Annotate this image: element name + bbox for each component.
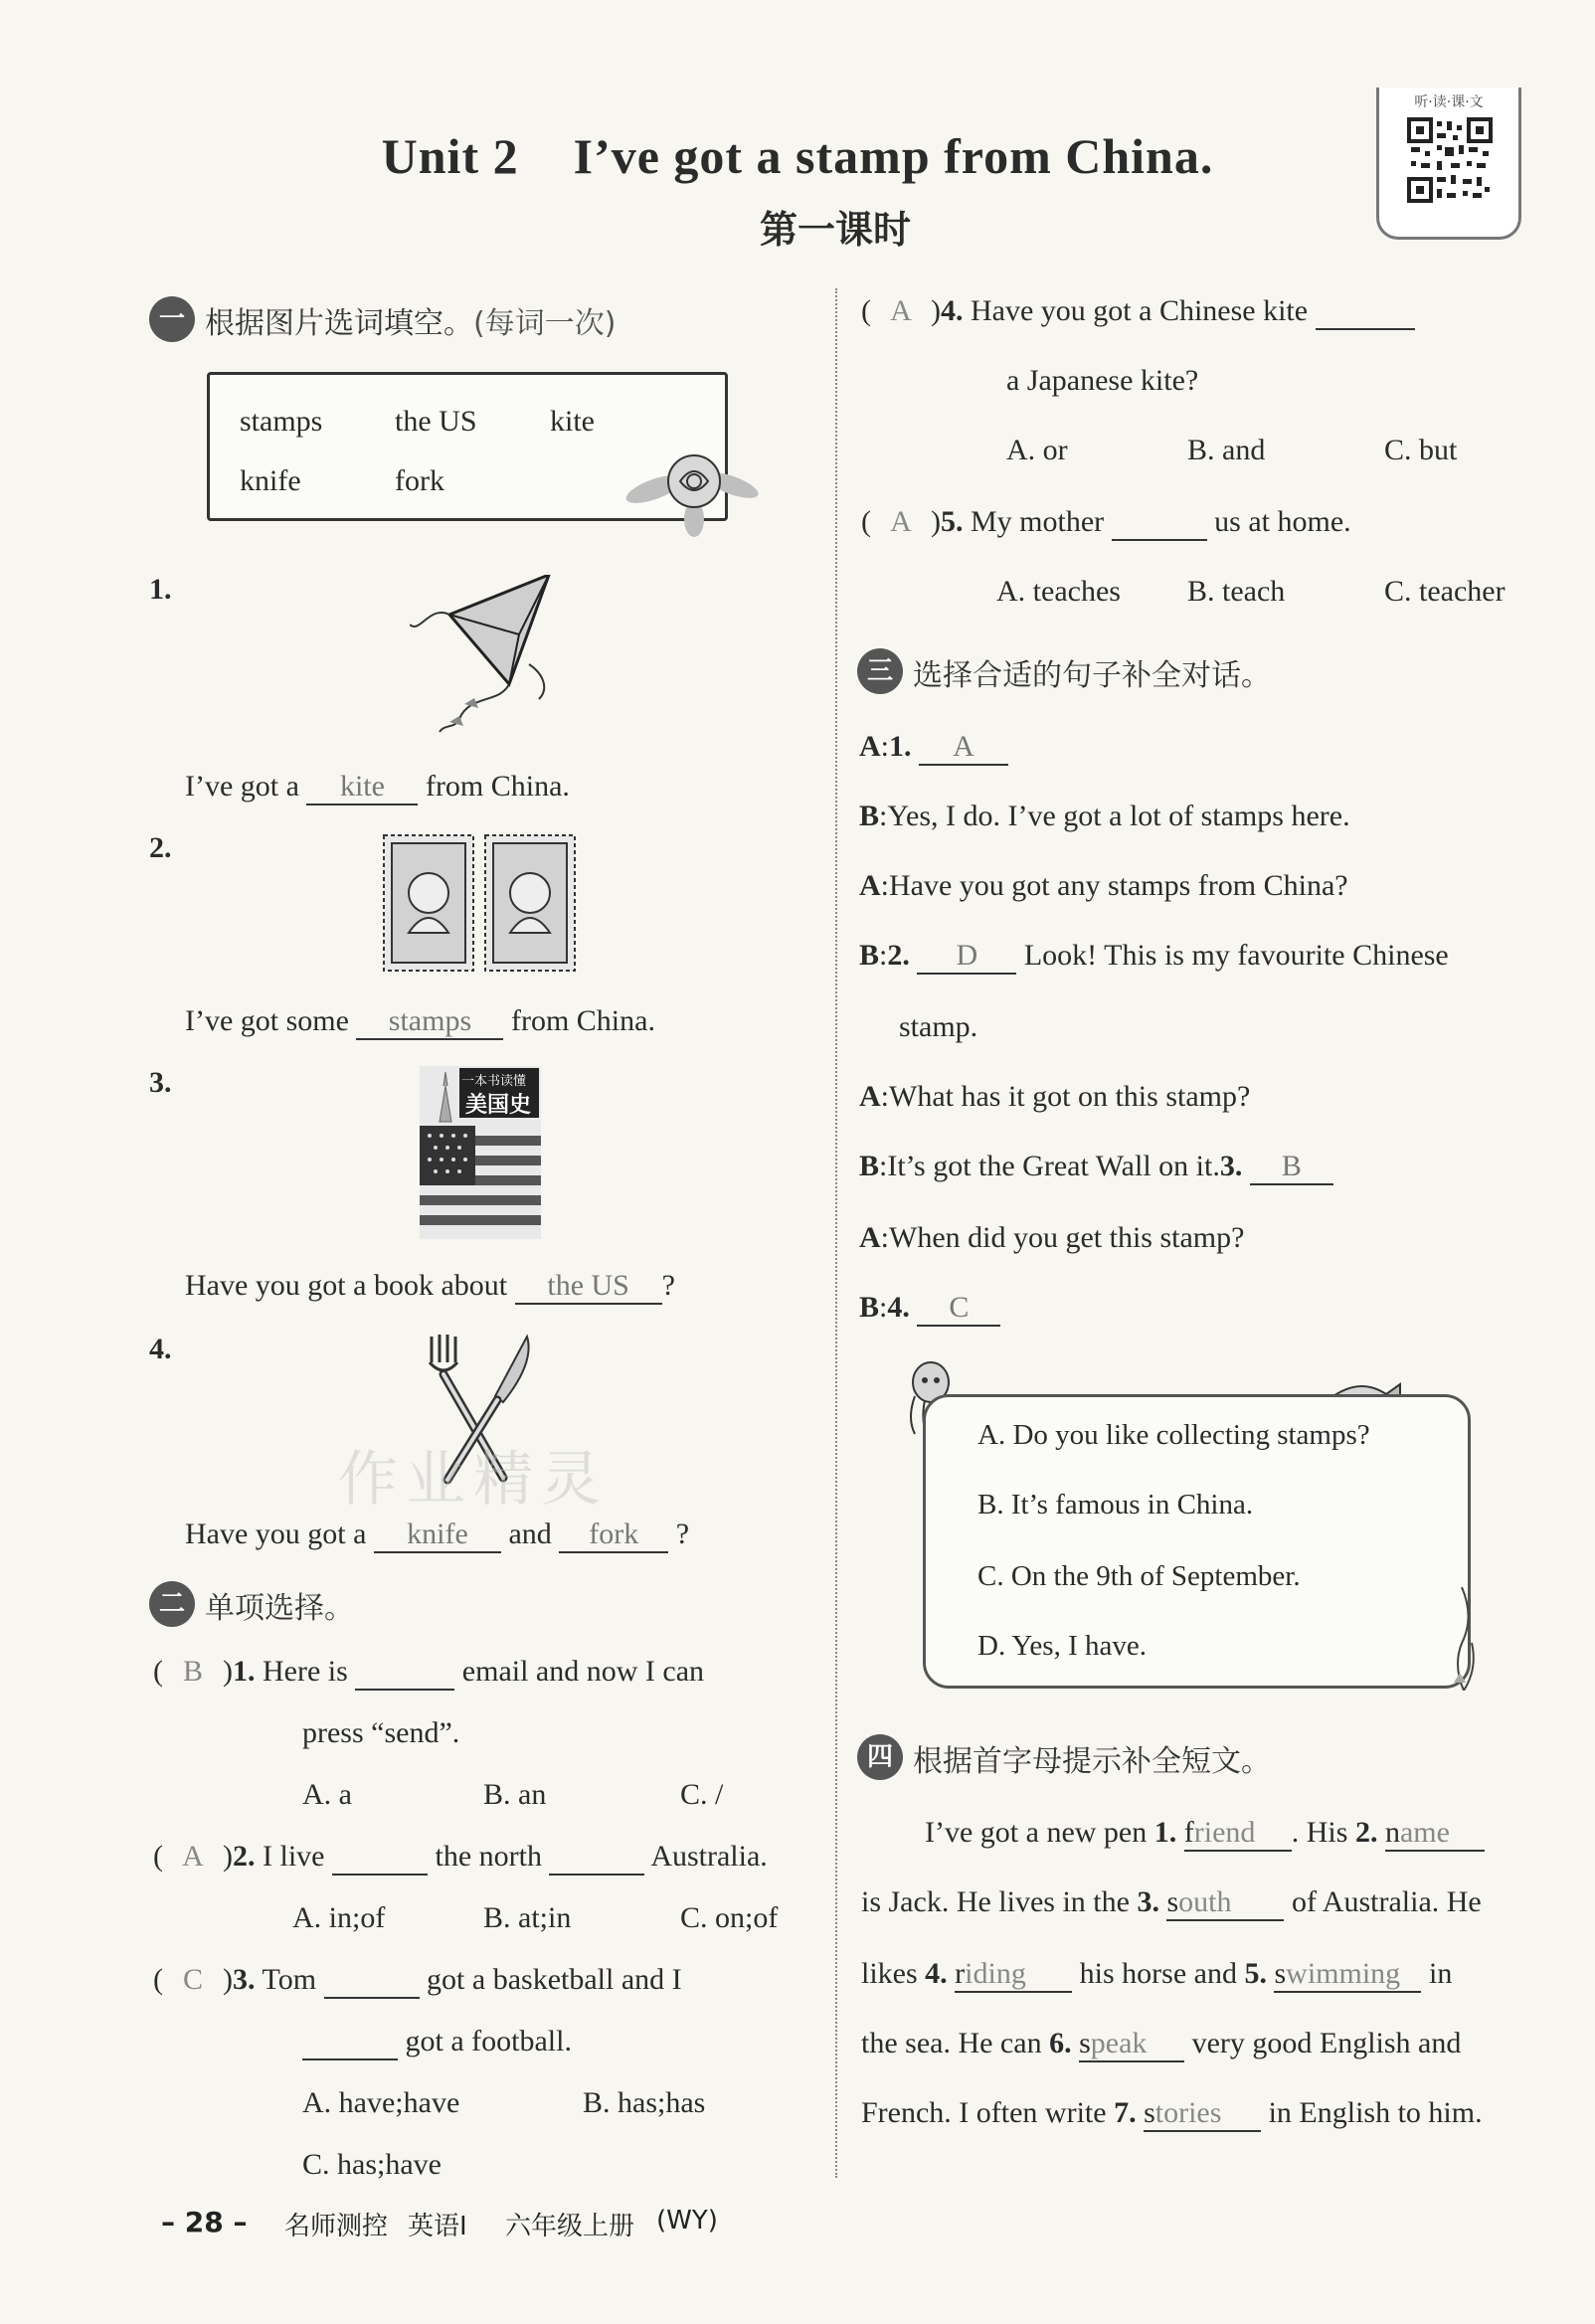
dialog-4-no: 2. bbox=[887, 939, 910, 972]
passage-w4-answer: iding bbox=[965, 1957, 1026, 1990]
item1-number: 1. bbox=[149, 573, 172, 606]
item2-after: from China. bbox=[510, 1004, 655, 1037]
dialog-8-answer: C bbox=[917, 1291, 1000, 1327]
dialog-line-3: A:Have you got any stamps from China? bbox=[859, 869, 1348, 902]
passage-w7-hint: s bbox=[1144, 2096, 1155, 2129]
passage-blank-6 bbox=[1079, 2027, 1184, 2062]
dialog-line-4: B:2. D Look! This is my favourite Chinese bbox=[859, 939, 1449, 975]
dialog-4-text: Look! This is my favourite Chinese bbox=[1023, 939, 1449, 972]
passage-t4: likes bbox=[861, 1957, 918, 1990]
section2-title: 单项选择。 bbox=[205, 1591, 354, 1626]
passage-w2-answer: ame bbox=[1399, 1816, 1450, 1849]
mc-q2-option-c: C. on;of bbox=[680, 1901, 779, 1934]
dialog-options-box bbox=[923, 1394, 1471, 1689]
word-kite: kite bbox=[550, 405, 595, 438]
mc-q4-line2: a Japanese kite? bbox=[1006, 364, 1199, 397]
item1-sentence bbox=[185, 770, 570, 805]
mc-q1-answer: B bbox=[182, 1655, 203, 1688]
passage-n4: 4. bbox=[925, 1957, 948, 1990]
mc-q5-line1: ( A )5. My mother us at home. bbox=[861, 505, 1351, 541]
dialog-line-2: B:Yes, I do. I’ve got a lot of stamps here. bbox=[859, 800, 1350, 832]
mc-q2-blank2 bbox=[549, 1840, 644, 1876]
item2-sentence bbox=[185, 1004, 655, 1040]
word-knife: knife bbox=[240, 464, 301, 497]
item4-mid: and bbox=[508, 1518, 552, 1550]
dialog-1-speaker: A bbox=[859, 730, 881, 763]
item4-before: Have you got a bbox=[185, 1518, 367, 1550]
mc-q4-option-a: A. or bbox=[1006, 434, 1068, 466]
passage-n2: 2. bbox=[1354, 1816, 1378, 1849]
mc-q2-text-a: I live bbox=[263, 1840, 325, 1873]
mc-q3-text-c: got a football. bbox=[405, 2025, 572, 2057]
dialog-option-d: D. Yes, I have. bbox=[977, 1630, 1147, 1662]
mc-q3-text-a: Tom bbox=[262, 1963, 317, 1996]
section4-title: 根据首字母提示补全短文。 bbox=[913, 1744, 1271, 1779]
section1-title bbox=[205, 298, 616, 342]
footer-brand: 名师测控 bbox=[284, 2212, 389, 2241]
passage-blank-3 bbox=[1166, 1885, 1284, 1921]
mc-q2-text-c: Australia. bbox=[650, 1840, 768, 1873]
passage-t6: French. I often write bbox=[861, 2096, 1107, 2129]
footer-grade: 六年级上册 bbox=[505, 2212, 635, 2241]
passage-w7-answer: tories bbox=[1154, 2096, 1222, 2129]
kite-image-icon bbox=[410, 575, 559, 734]
dialog-1-no: 1. bbox=[889, 730, 912, 763]
passage-n1: 1. bbox=[1153, 1816, 1177, 1849]
mc-q3-no: 3. bbox=[233, 1963, 256, 1996]
passage-w2-hint: n bbox=[1384, 1816, 1400, 1849]
section1-note: (每词一次) bbox=[473, 306, 617, 341]
item4-number: 4. bbox=[149, 1333, 172, 1365]
passage-line-4 bbox=[861, 2027, 1461, 2062]
mc-q2-line1: ( A )2. I live the north Australia. bbox=[153, 1840, 768, 1876]
dialog-2-text: Yes, I do. I’ve got a lot of stamps here. bbox=[887, 800, 1350, 832]
passage-blank-2 bbox=[1385, 1816, 1485, 1852]
passage-n3: 3. bbox=[1137, 1885, 1159, 1918]
passage-blank-5 bbox=[1274, 1957, 1421, 1993]
section3-badge: 三 bbox=[857, 648, 903, 694]
word-the-us: the US bbox=[395, 405, 477, 438]
passage-line-3 bbox=[861, 1957, 1452, 1993]
word-fork: fork bbox=[395, 464, 444, 497]
column-divider bbox=[835, 288, 837, 2178]
mc-q3-option-b: B. has;has bbox=[583, 2086, 706, 2119]
dialog-line-4-cont: stamp. bbox=[899, 1010, 978, 1043]
passage-t5b: very good English and bbox=[1191, 2027, 1462, 2059]
passage-w5-answer: wimming bbox=[1286, 1957, 1401, 1990]
dialog-7-text: When did you get this stamp? bbox=[889, 1221, 1245, 1254]
mc-q4-option-b: B. and bbox=[1187, 434, 1266, 466]
item4-answer2: fork bbox=[559, 1518, 668, 1553]
mc-q2-blank1 bbox=[332, 1840, 428, 1876]
mc-q1-text-a: Here is bbox=[263, 1655, 348, 1688]
mc-q3-line2 bbox=[302, 2025, 572, 2060]
item1-after: from China. bbox=[425, 770, 570, 803]
flower-decoration-icon bbox=[624, 434, 760, 537]
item1-before: I’ve got a bbox=[185, 770, 299, 803]
dialog-option-b: B. It’s famous in China. bbox=[977, 1489, 1254, 1520]
mc-q3-option-c: C. has;have bbox=[302, 2148, 442, 2181]
passage-t5: the sea. He can bbox=[861, 2027, 1042, 2059]
section1-badge: 一 bbox=[149, 296, 195, 342]
dialog-line-8: B:4. C bbox=[859, 1291, 1000, 1327]
passage-blank-1 bbox=[1184, 1816, 1292, 1852]
item3-sentence bbox=[185, 1269, 675, 1305]
watermark-text: 作业精灵 bbox=[338, 1445, 609, 1515]
mc-q4-line1: ( A )4. Have you got a Chinese kite bbox=[861, 294, 1415, 330]
item1-answer: kite bbox=[306, 770, 418, 805]
mc-q3-line1: ( C )3. Tom got a basketball and I bbox=[153, 1963, 682, 1999]
footer-subject: 英语Ⅰ bbox=[408, 2212, 467, 2241]
passage-w4-hint: r bbox=[955, 1957, 966, 1990]
dialog-6-answer: B bbox=[1250, 1150, 1333, 1185]
passage-w1-answer: riend bbox=[1193, 1816, 1256, 1849]
dialog-3-speaker: A bbox=[859, 869, 881, 902]
passage-w5-hint: s bbox=[1274, 1957, 1287, 1990]
item2-number: 2. bbox=[149, 831, 172, 864]
dialog-line-7: A:When did you get this stamp? bbox=[859, 1221, 1245, 1254]
item2-answer: stamps bbox=[356, 1004, 503, 1040]
unit-title bbox=[0, 127, 1595, 185]
passage-t1: I’ve got a new pen bbox=[925, 1816, 1148, 1849]
dialog-3-text: Have you got any stamps from China? bbox=[889, 869, 1348, 902]
mc-q2-answer: A bbox=[182, 1840, 204, 1873]
mc-q3-answer: C bbox=[182, 1963, 203, 1996]
mc-q1-option-b: B. an bbox=[483, 1778, 547, 1811]
mc-q3-option-a: A. have;have bbox=[302, 2086, 460, 2119]
page-number-text: – 28 – bbox=[161, 2206, 248, 2238]
mc-q4-option-c: C. but bbox=[1384, 434, 1458, 466]
dialog-option-a: A. Do you like collecting stamps? bbox=[977, 1419, 1370, 1451]
dialog-5-text: What has it got on this stamp? bbox=[889, 1080, 1251, 1113]
dialog-4-answer: D bbox=[917, 939, 1016, 975]
seaweed-decoration-icon bbox=[1444, 1583, 1484, 1691]
item4-sentence bbox=[185, 1518, 689, 1553]
passage-t2: . His bbox=[1291, 1816, 1348, 1849]
mc-q3-blank2 bbox=[302, 2025, 398, 2060]
passage-n6: 6. bbox=[1049, 2027, 1072, 2059]
dialog-6-speaker: B bbox=[859, 1150, 880, 1182]
mc-q5-text-a: My mother bbox=[971, 505, 1105, 538]
passage-t4c: in bbox=[1428, 1957, 1453, 1990]
passage-w3-answer: outh bbox=[1178, 1885, 1232, 1918]
dialog-5-speaker: A bbox=[859, 1080, 881, 1113]
mc-q1-text-b: email and now I can bbox=[461, 1655, 705, 1688]
passage-w6-hint: s bbox=[1079, 2027, 1091, 2059]
section4-badge: 四 bbox=[857, 1734, 903, 1780]
mc-q1-line1: ( B )1. Here is email and now I can bbox=[153, 1655, 704, 1691]
passage-blank-7 bbox=[1144, 2096, 1261, 2132]
dialog-1-answer: A bbox=[919, 730, 1008, 766]
item3-number: 3. bbox=[149, 1066, 172, 1099]
dialog-4-speaker: B bbox=[859, 939, 880, 972]
mc-q2-text-b: the north bbox=[435, 1840, 542, 1873]
lesson-label: 第一课时 bbox=[759, 208, 911, 252]
mc-q5-option-b: B. teach bbox=[1187, 575, 1286, 608]
passage-n5: 5. bbox=[1244, 1957, 1267, 1990]
section2-badge: 二 bbox=[149, 1581, 195, 1627]
mc-q4-no: 4. bbox=[941, 294, 964, 327]
mc-q2-no: 2. bbox=[233, 1840, 256, 1873]
passage-blank-4 bbox=[955, 1957, 1072, 1993]
mc-q3-blank1 bbox=[324, 1963, 420, 1999]
mc-q5-blank bbox=[1112, 505, 1207, 541]
dialog-line-5: A:What has it got on this stamp? bbox=[859, 1080, 1251, 1113]
mc-q1-blank bbox=[355, 1655, 454, 1691]
dialog-8-speaker: B bbox=[859, 1291, 880, 1324]
dialog-7-speaker: A bbox=[859, 1221, 881, 1254]
qr-caption: 听·读·课·文 bbox=[1414, 94, 1484, 110]
mc-q2-option-b: B. at;in bbox=[483, 1901, 572, 1934]
mc-q5-text-b: us at home. bbox=[1214, 505, 1351, 538]
mc-q5-option-c: C. teacher bbox=[1384, 575, 1506, 608]
title-text: I’ve got a stamp from China. bbox=[573, 128, 1214, 184]
dialog-2-speaker: B bbox=[859, 800, 880, 832]
word-stamps: stamps bbox=[240, 405, 323, 438]
mc-q5-answer: A bbox=[890, 505, 912, 538]
passage-w1-hint: f bbox=[1183, 1816, 1194, 1849]
item3-answer: the US bbox=[515, 1269, 662, 1305]
passage-line-1 bbox=[925, 1816, 1485, 1852]
mc-q4-blank bbox=[1316, 294, 1415, 330]
mc-q1-option-a: A. a bbox=[302, 1778, 352, 1811]
footer-edition: (WY) bbox=[656, 2206, 718, 2235]
item2-before: I’ve got some bbox=[185, 1004, 349, 1037]
mc-q5-option-a: A. teaches bbox=[996, 575, 1121, 608]
mc-q4-text-a: Have you got a Chinese kite bbox=[971, 294, 1309, 327]
stamps-image-icon bbox=[382, 833, 577, 973]
passage-t3: is Jack. He lives in the bbox=[861, 1885, 1130, 1918]
mc-q1-no: 1. bbox=[233, 1655, 256, 1688]
item3-before: Have you got a book about bbox=[185, 1269, 508, 1302]
passage-t6b: in English to him. bbox=[1268, 2096, 1483, 2129]
item3-after: ? bbox=[661, 1269, 675, 1302]
passage-t3b: of Australia. He bbox=[1291, 1885, 1482, 1918]
passage-line-2 bbox=[861, 1885, 1482, 1921]
passage-t4b: his horse and bbox=[1079, 1957, 1237, 1990]
passage-w3-hint: s bbox=[1166, 1885, 1179, 1918]
section3-title: 选择合适的句子补全对话。 bbox=[913, 658, 1271, 693]
unit-label: Unit 2 bbox=[381, 128, 519, 184]
mc-q2-option-a: A. in;of bbox=[292, 1901, 386, 1934]
qr-code-icon bbox=[1407, 117, 1493, 203]
dialog-6-text: It’s got the Great Wall on it. bbox=[887, 1150, 1220, 1182]
dialog-option-c: C. On the 9th of September. bbox=[977, 1560, 1301, 1592]
page-number bbox=[161, 2206, 247, 2238]
dialog-8-no: 4. bbox=[887, 1291, 910, 1324]
mc-q1-option-c: C. / bbox=[680, 1778, 724, 1811]
item4-after: ? bbox=[675, 1518, 690, 1550]
book-title-top: 一本书读懂 bbox=[461, 1074, 527, 1089]
mc-q4-answer: A bbox=[890, 294, 912, 327]
book-title: 美国史 bbox=[465, 1093, 532, 1118]
qr-code-panel[interactable] bbox=[1376, 88, 1521, 240]
mc-q1-line2: press “send”. bbox=[302, 1716, 460, 1749]
passage-w6-answer: peak bbox=[1090, 2027, 1148, 2059]
dialog-6-no: 3. bbox=[1219, 1150, 1243, 1182]
dialog-line-1: A:1. A bbox=[859, 730, 1008, 766]
section1-title-text: 根据图片选词填空。 bbox=[205, 306, 473, 341]
mc-q5-no: 5. bbox=[941, 505, 964, 538]
mc-q3-text-b: got a basketball and I bbox=[427, 1963, 682, 1996]
passage-line-5 bbox=[861, 2096, 1483, 2132]
item4-answer1: knife bbox=[374, 1518, 501, 1553]
passage-n7: 7. bbox=[1114, 2096, 1137, 2129]
dialog-line-6: B:It’s got the Great Wall on it.3. B bbox=[859, 1150, 1333, 1185]
